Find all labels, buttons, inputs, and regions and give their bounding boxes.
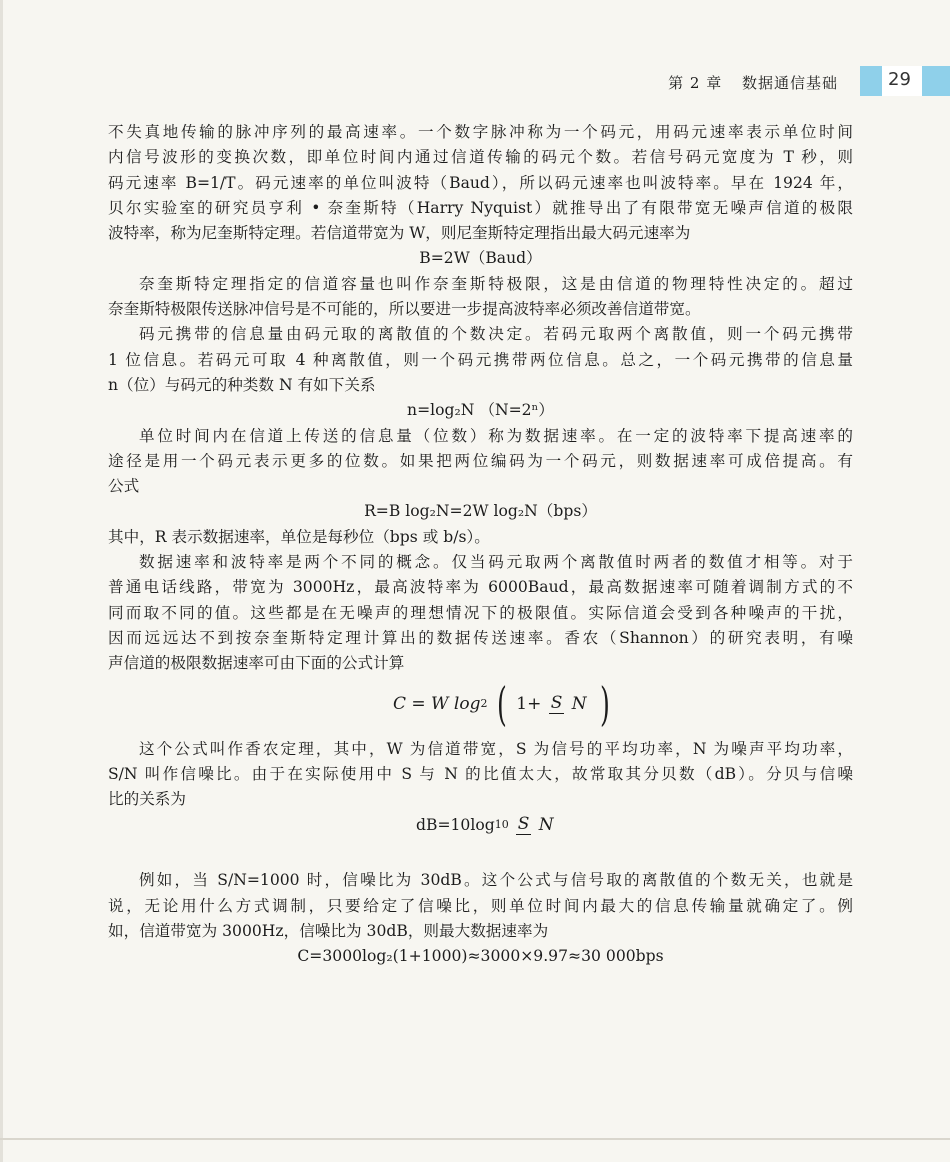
formula-nyquist: B=2W（Baud） — [419, 249, 542, 268]
text-line: 声信道的极限数据速率可由下面的公式计算 — [108, 654, 405, 673]
text-line: 贝尔实验室的研究员亨利 • 奈奎斯特（Harry Nyquist）就推导出了有限带宽无噪声信道的极限 — [108, 198, 853, 217]
shannon-numerator: S — [550, 693, 563, 714]
shannon-lhs: C = W log — [393, 693, 481, 714]
db-lhs: dB=10log — [416, 815, 495, 834]
db-denominator: N — [538, 814, 554, 835]
header-tab-right — [922, 66, 950, 96]
header-tab-left — [860, 66, 882, 96]
shannon-rparen: ) — [600, 676, 610, 731]
text-line: 不失真地传输的脉冲序列的最高速率。一个数字脉冲称为一个码元，用码元速率表示单位时间 — [108, 123, 853, 141]
formula-example: C=3000log₂(1+1000)≈3000×9.97≈30 000bps — [297, 947, 664, 966]
text-line: 波特率，称为尼奎斯特定理。若信道带宽为 W，则尼奎斯特定理指出最大码元速率为 — [108, 224, 691, 243]
db-fraction — [516, 814, 556, 835]
text-line: 说，无论用什么方式调制，只要给定了信噪比，则单位时间内最大的信息传输量就确定了。例 — [108, 896, 853, 915]
text-line: 公式 — [108, 477, 140, 496]
page-edge — [0, 0, 3, 1162]
shannon-lparen: ( — [496, 676, 507, 731]
text-line: n（位）与码元的种类数 N 有如下关系 — [108, 375, 376, 394]
db-sub: 10 — [494, 818, 509, 832]
text-line: 码元携带的信息量由码元取的离散值的个数决定。若码元取两个离散值，则一个码元携带 — [139, 325, 853, 344]
text-line: 数据速率和波特率是两个不同的概念。仅当码元取两个离散值时两者的数值才相等。对于 — [139, 553, 853, 572]
formula-shannon — [108, 677, 853, 737]
chapter-number: 第 2 章 — [668, 74, 723, 92]
shannon-one-plus: 1+ — [516, 693, 542, 714]
formula-db — [108, 812, 853, 868]
page-bottom-edge — [0, 1138, 950, 1140]
shannon-fraction — [549, 693, 589, 714]
text-line: 奈奎斯特极限传送脉冲信号是不可能的，所以要进一步提高波特率必须改善信道带宽。 — [108, 300, 701, 319]
formula-log: n=log₂N （N=2ⁿ） — [407, 401, 554, 420]
shannon-denominator: N — [571, 693, 587, 714]
text-line: 奈奎斯特定理指定的信道容量也叫作奈奎斯特极限，这是由信道的物理特性决定的。超过 — [139, 274, 853, 293]
text-line: 如，信道带宽为 3000Hz，信噪比为 30dB，则最大数据速率为 — [108, 922, 549, 941]
page-header — [0, 66, 950, 100]
text-line: 普通电话线路，带宽为 3000Hz，最高波特率为 6000Baud，最高数据速率可随着调制方式的不 — [108, 578, 853, 597]
text-line: 途径是用一个码元表示更多的位数。如果把两位编码为一个码元，则数据速率可成倍提高。有 — [108, 451, 853, 470]
text-line: 同而取不同的值。这些都是在无噪声的理想情况下的极限值。实际信道会受到各种噪声的干扰， — [108, 603, 853, 622]
text-line: 比的关系为 — [108, 790, 186, 809]
text-line: 单位时间内在信道上传送的信息量（位数）称为数据速率。在一定的波特率下提高速率的 — [139, 426, 853, 445]
text-line: 其中，R 表示数据速率，单位是每秒位（bps 或 b/s）。 — [108, 527, 490, 546]
db-numerator: S — [517, 814, 530, 835]
text-line: 例如，当 S/N=1000 时，信噪比为 30dB。这个公式与信号取的离散值的个数无关，也就是 — [139, 871, 853, 890]
page-number: 29 — [888, 69, 911, 90]
text-line: 码元速率 B=1/T。码元速率的单位叫波特（Baud），所以码元速率也叫波特率。早在 1924 年， — [108, 173, 853, 192]
shannon-sub: 2 — [480, 697, 488, 711]
text-line: 这个公式叫作香农定理，其中，W 为信道带宽，S 为信号的平均功率，N 为噪声平均功率， — [139, 739, 853, 758]
chapter-title: 数据通信基础 — [741, 74, 838, 92]
formula-data-rate: R=B log₂N=2W log₂N（bps） — [364, 502, 597, 521]
running-head — [668, 72, 838, 93]
text-line: S/N 叫作信噪比。由于在实际使用中 S 与 N 的比值太大，故常取其分贝数（dB）。分贝与信噪 — [108, 764, 853, 783]
text-line: 1 位信息。若码元可取 4 种离散值，则一个码元携带两位信息。总之，一个码元携带的信息量 — [108, 350, 853, 369]
text-line: 内信号波形的变换次数，即单位时间内通过信道传输的码元个数。若信号码元宽度为 T 秒，则 — [108, 148, 853, 167]
body-text — [108, 120, 853, 970]
text-line: 因而远远达不到按奈奎斯特定理计算出的数据传送速率。香农（Shannon）的研究表明，有噪 — [108, 628, 853, 647]
